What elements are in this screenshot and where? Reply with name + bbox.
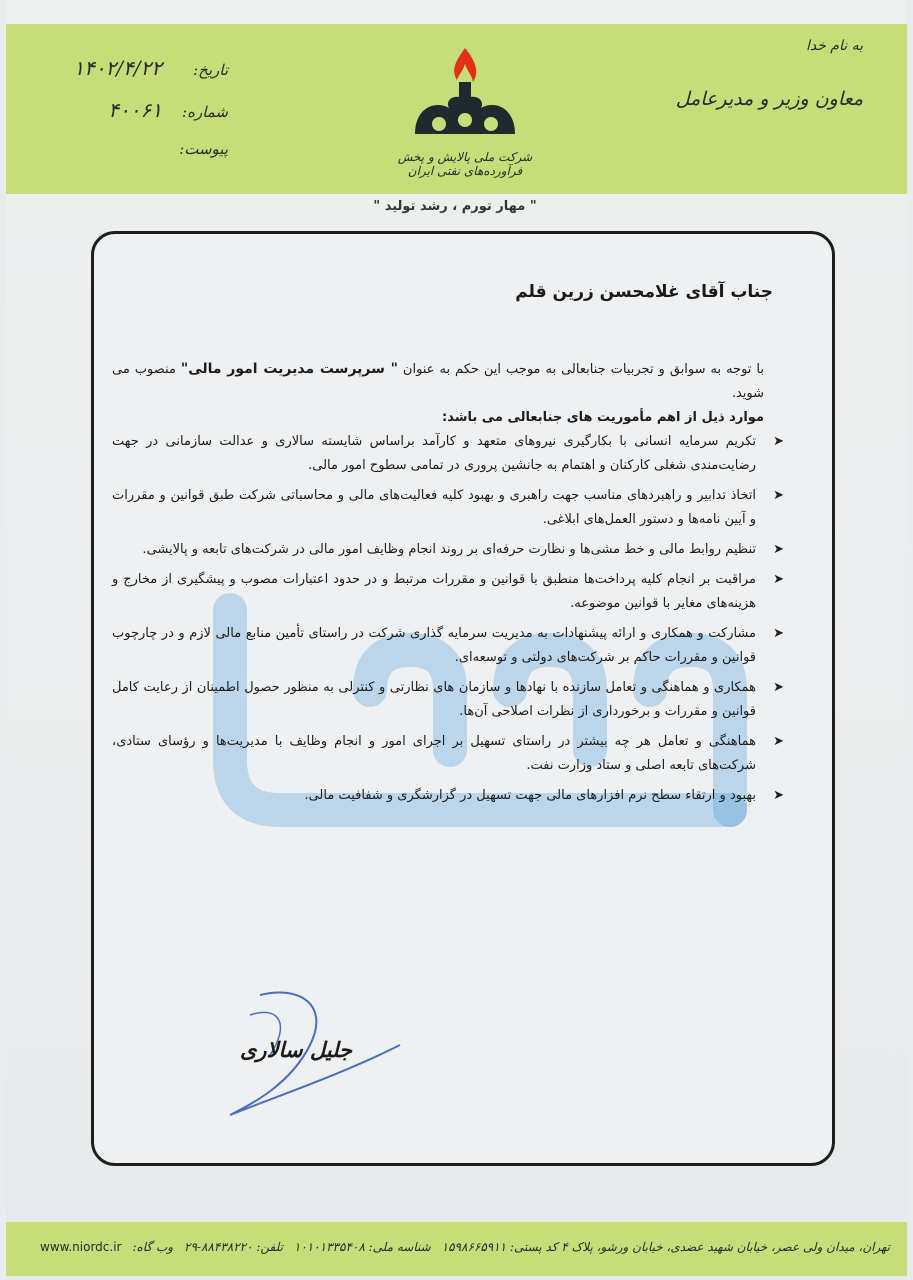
footer-website: www.niordc.ir <box>40 1240 122 1254</box>
intro-paragraph <box>112 357 764 406</box>
sender-title: معاون وزیر و مدیرعامل <box>675 88 863 110</box>
intro-end: منصوب می شوید. <box>112 362 764 401</box>
number-label: شماره: <box>182 103 228 121</box>
footer-address: تهران، میدان ولی عصر، خیابان شهید عضدی، خیابان ورشو، پلاک ۴ کد پستی: ۱۵۹۸۶۶۵۹۱۱ <box>441 1240 890 1254</box>
list-item: ➤ تنظیم روابط مالی و خط مشی‌ها و نظارت حرفه‌ای بر روند انجام وظایف امور مالی در شرکت‌های تابعه و پالایشی. <box>112 538 764 562</box>
date-label: تاریخ: <box>193 61 228 79</box>
duties-list <box>112 430 784 808</box>
list-item: ➤ مراقبت بر انجام کلیه پرداخت‌ها منطبق با قوانین و مقررات مرتبط و در حدود اعتبارات مصوب و پیشگیری از مخارج و هزینه‌های مغایر با قوانین موضوعه. <box>112 568 764 616</box>
date-row <box>58 56 228 98</box>
list-item: ➤ اتخاذ تدابیر و راهبردهای مناسب جهت راهبری و بهبود کلیه فعالیت‌های مالی و محاسباتی شرکت طبق قوانین و مقررات و آیین نامه‌ها و دستور العمل‌های ابلاغی. <box>112 484 764 532</box>
list-item: ➤ هماهنگی و تعامل هر چه بیشتر در راستای تسهیل بر اجرای امور و انجام وظایف با مدیریت‌ها و رؤسای ستادی، شرکت‌های تابعه اصلی و ستاد وزارت نفت. <box>112 730 764 778</box>
company-name: شرکت ملی پالایش و پخش فرآورده‌های نفتی ایران <box>397 150 533 178</box>
header-right <box>676 38 863 110</box>
arrow-bullet-icon: ➤ <box>773 572 784 587</box>
arrow-bullet-icon: ➤ <box>773 626 784 641</box>
arrow-bullet-icon: ➤ <box>773 734 784 749</box>
footer-website-label: وب گاه: <box>132 1240 174 1254</box>
duties-title: موارد ذیل از اهم مأموریت های جنابعالی می باشد: <box>442 410 764 425</box>
list-item: ➤ مشارکت و همکاری و ارائه پیشنهادات به مدیریت سرمایه گذاری شرکت در راستای تأمین منابع مالی لازم و در چارچوب قوانین و مقررات حاکم بر شرکت‌های دولتی و توسعه‌ای. <box>112 622 764 670</box>
footer-phone: تلفن: ۸۸۴۳۸۲۲۰-۲۹ <box>184 1240 283 1254</box>
number-value: ۴۰۰۶۱ <box>108 98 162 122</box>
number-row <box>58 98 228 140</box>
position-title: " سرپرست مدیریت امور مالی" <box>180 361 398 377</box>
signer-name: جلیل سالاری <box>240 1037 353 1062</box>
letter-body <box>112 357 784 814</box>
date-value: ۱۴۰۲/۴/۲۲ <box>73 56 162 80</box>
list-item: ➤ بهبود و ارتقاء سطح نرم افزارهای مالی جهت تسهیل در گزارشگری و شفافیت مالی. <box>112 784 764 808</box>
slogan: " مهار تورم ، رشد تولید " <box>373 199 537 214</box>
footer-national-id: شناسه ملی: ۱۰۱۰۱۳۳۵۴۰۸ <box>293 1240 431 1254</box>
list-item: ➤ تکریم سرمایه انسانی با بکارگیری نیروهای متعهد و کارآمد براساس شایسته سالاری و عدالت سازمانی در جهت رضایت‌مندی شغلی کارکنان و اهتمام به جانشین پروری در تمامی سطوح امور مالی. <box>112 430 764 478</box>
arrow-bullet-icon: ➤ <box>773 788 784 803</box>
attachment-row <box>58 140 228 182</box>
list-item: ➤ همکاری و هماهنگی و تعامل سازنده با نهادها و سازمان های نظارتی و کنترلی به منظور حصول اطمینان از رعایت کامل قوانین و مقررات و برخورداری از نظرات اصلاحی آن‌ها. <box>112 676 764 724</box>
arrow-bullet-icon: ➤ <box>773 434 784 449</box>
bismillah: به نام خدا <box>805 38 863 54</box>
letter-footer <box>40 1240 890 1254</box>
arrow-bullet-icon: ➤ <box>773 488 784 503</box>
letter-meta <box>58 56 228 182</box>
arrow-bullet-icon: ➤ <box>773 542 784 557</box>
intro-text: با توجه به سوابق و تجربیات جنابعالی به موجب این حکم به عنوان <box>402 362 765 377</box>
recipient-name: جناب آقای غلامحسن زرین قلم <box>515 282 773 302</box>
company-logo <box>370 44 560 178</box>
attachment-label: پیوست: <box>179 140 228 158</box>
nioc-flame-logo-icon <box>405 44 525 144</box>
arrow-bullet-icon: ➤ <box>773 680 784 695</box>
